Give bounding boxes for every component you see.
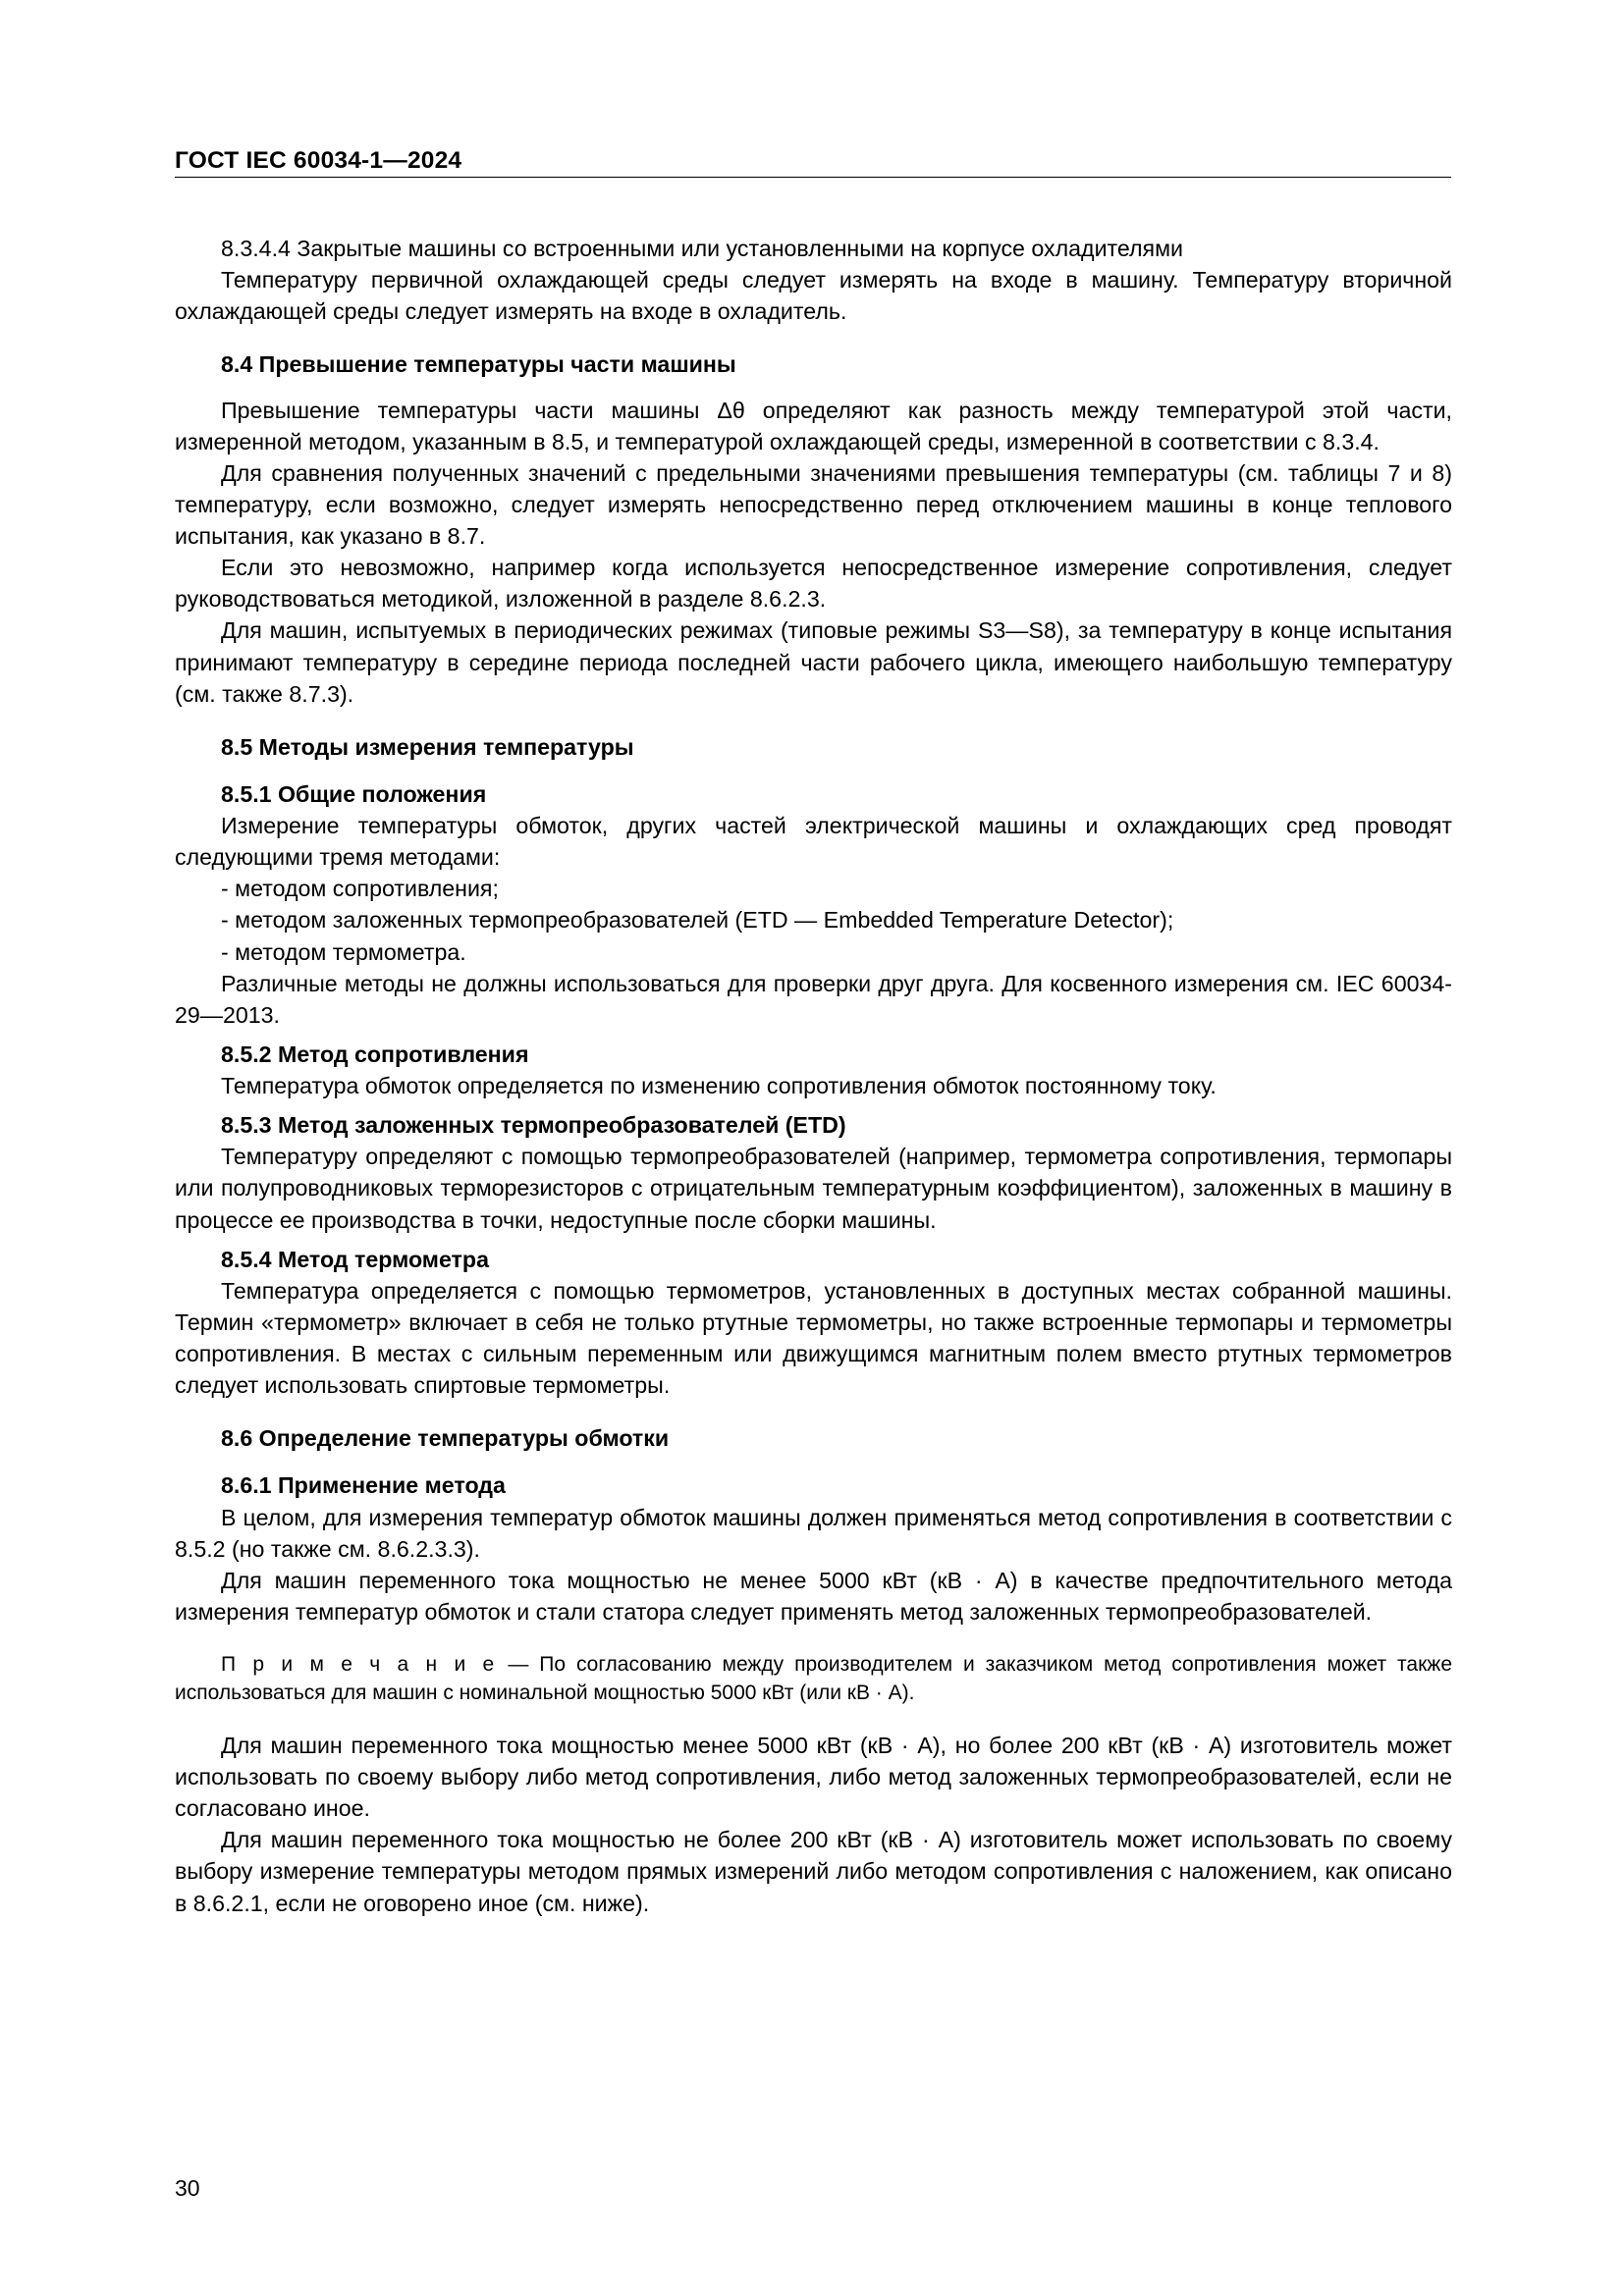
clause-8-4-heading: 8.4 Превышение температуры части машины xyxy=(221,351,736,378)
clause-8-5-1-list-item-2: - методом заложенных термопреобразователей (ETD — Embedded Temperature Detector); xyxy=(221,907,1174,934)
clause-8-5-2-heading: 8.5.2 Метод сопротивления xyxy=(221,1041,529,1067)
clause-8-5-1-paragraph-1: Измерение температуры обмоток, других частей электрической машины и охлаждающих сред проводят следующими тремя методами: xyxy=(175,813,1452,871)
clause-8-6-1-paragraph-2: Для машин переменного тока мощностью не менее 5000 кВт (кВ · А) в качестве предпочтительного метода измерения температур обмоток и стали статора следует применять метод заложенных термопреобразователей. xyxy=(175,1567,1452,1625)
clause-8-5-heading: 8.5 Методы измерения температуры xyxy=(221,733,634,760)
page-content xyxy=(175,233,1452,1919)
clause-8-6-1-paragraph-4: Для машин переменного тока мощностью не более 200 кВт (кВ · А) изготовитель может использовать по своему выбору измерение температуры методом прямых измерений либо методом сопротивления с наложением, как описано в 8.6.2.1, если не оговорено иное (см. ниже). xyxy=(175,1827,1452,1916)
clause-8-5-3-paragraph-1: Температуру определяют с помощью термопреобразователей (например, термометра сопротивления, термопары или полупроводниковых терморезисторов с отрицательным температурным коэффициентом), заложенных в машину в процессе ее производства в точки, недоступные после сборки машины. xyxy=(175,1144,1452,1233)
clause-8-5-1-paragraph-2: Различные методы не должны использоваться для проверки друг друга. Для косвенного измерения см. IEC 60034-29—2013. xyxy=(175,970,1452,1028)
page-header: ГОСТ IEC 60034-1—2024 xyxy=(175,147,1451,178)
clause-8-5-3-heading: 8.5.3 Метод заложенных термопреобразователей (ETD) xyxy=(221,1112,846,1139)
clause-8-5-2-paragraph-1: Температура обмоток определяется по изменению сопротивления обмоток постоянному току. xyxy=(221,1073,1217,1098)
clause-8-5-1-heading: 8.5.1 Общие положения xyxy=(221,780,487,807)
clause-8-5-4-heading: 8.5.4 Метод термометра xyxy=(221,1246,489,1272)
clause-8-4-paragraph-4: Для машин, испытуемых в периодических режимах (типовые режимы S3—S8), за температуру в конце испытания принимают температуру в середине периода последней части рабочего цикла, имеющего наибольшую температуру (см. также 8.7.3). xyxy=(175,617,1452,707)
clause-8-6-1-paragraph-3: Для машин переменного тока мощностью менее 5000 кВт (кВ · А), но более 200 кВт (кВ · А) изготовитель может использовать по своему выбору либо метод сопротивления, либо метод заложенных термопреобразователей, если не согласовано иное. xyxy=(175,1732,1452,1822)
clause-8-4-paragraph-2: Для сравнения полученных значений с предельными значениями превышения температуры (см. таблицы 7 и 8) температуру, если возможно, следует измерять непосредственно перед отключением машины в конце теплового испытания, как указано в 8.7. xyxy=(175,459,1452,549)
clause-8-6-1-note xyxy=(175,1651,1452,1708)
clause-8-5-1-list-item-3: - методом термометра. xyxy=(221,938,466,965)
note-text: — По согласованию между производителем и заказчиком метод сопротивления может также использоваться для машин с номинальной мощностью 5000 кВт (или кВ · А). xyxy=(175,1653,1453,1704)
clause-8-6-1-paragraph-1: В целом, для измерения температур обмоток машины должен применяться метод сопротивления в соответствии с 8.5.2 (но также см. 8.6.2.3.3). xyxy=(175,1504,1452,1562)
note-label: П р и м е ч а н и е xyxy=(221,1653,498,1676)
clause-8-3-4-4-paragraph-1: Температуру первичной охлаждающей среды следует измерять на входе в машину. Температуру вторичной охлаждающей среды следует измерять на входе в охладитель. xyxy=(175,267,1452,325)
page-number: 30 xyxy=(175,2175,200,2201)
clause-8-6-1-heading: 8.6.1 Применение метода xyxy=(221,1472,506,1499)
clause-8-5-1-list-item-1: - методом сопротивления; xyxy=(221,876,499,902)
clause-8-4-paragraph-3: Если это невозможно, например когда используется непосредственное измерение сопротивления, следует руководствоваться методикой, изложенной в разделе 8.6.2.3. xyxy=(175,555,1452,613)
clause-8-6-heading: 8.6 Определение температуры обмотки xyxy=(221,1425,670,1452)
clause-8-5-4-paragraph-1: Температура определяется с помощью термометров, установленных в доступных местах собранной машины. Термин «термометр» включает в себя не только ртутные термометры, но также встроенные термопары и термометры сопротивления. В местах с сильным переменным или движущимся магнитным полем вместо ртутных термометров следует использовать спиртовые термометры. xyxy=(175,1277,1452,1399)
clause-8-3-4-4-heading: 8.3.4.4 Закрытые машины со встроенными или установленными на корпусе охладителями xyxy=(221,236,1183,261)
clause-8-4-paragraph-1: Превышение температуры части машины Δθ определяют как разность между температурой этой части, измеренной методом, указанным в 8.5, и температурой охлаждающей среды, измеренной в соответствии с 8.3.4. xyxy=(175,397,1452,454)
